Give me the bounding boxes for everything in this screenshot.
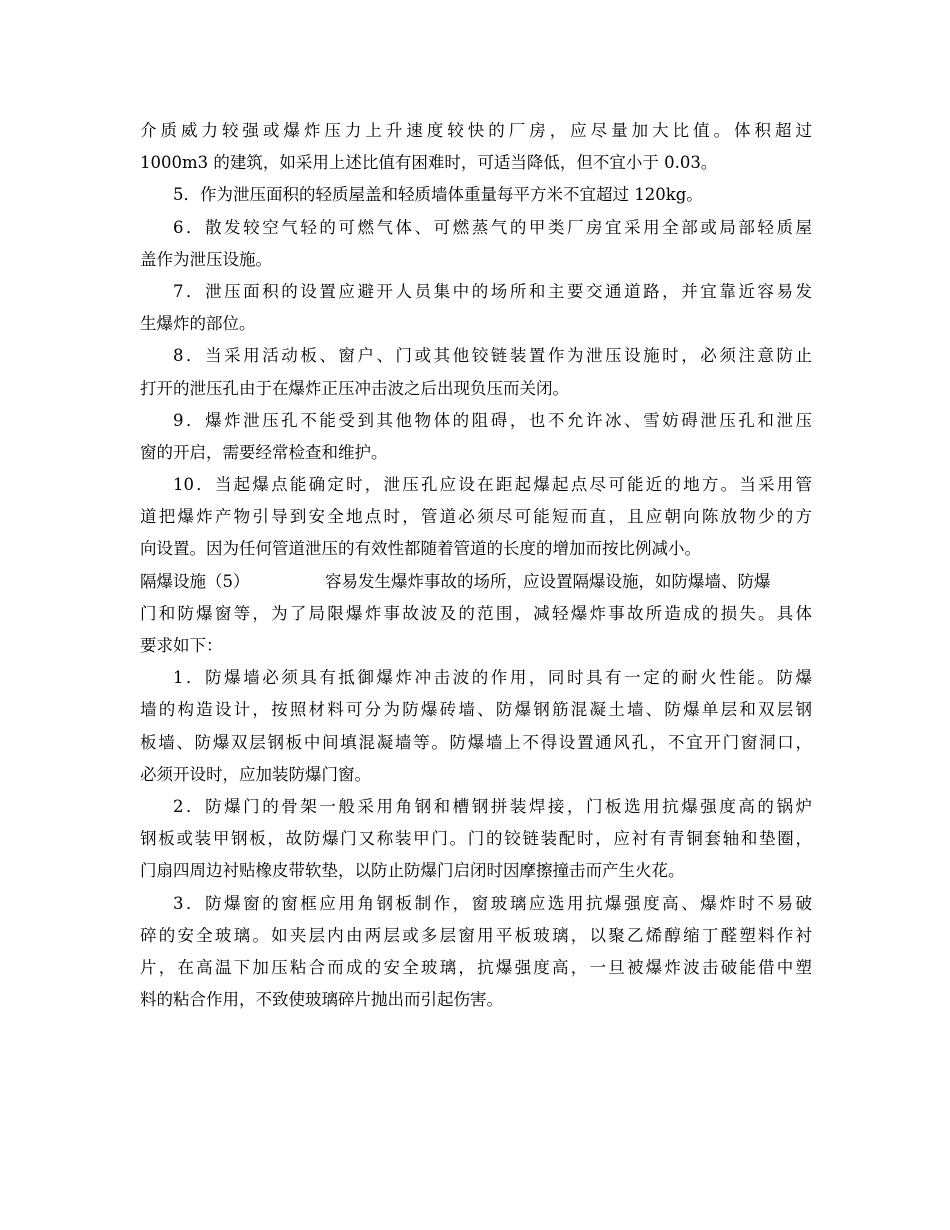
text-line: 向设置。因为任何管道泄压的有效性都随着管道的长度的增加而按比例减小。 xyxy=(140,539,701,559)
list-item-7: 7．泄压面积的设置应避开人员集中的场所和主要交通道路，并宜靠近容易发 xyxy=(173,281,812,301)
text-line: 钢板或装甲钢板，故防爆门又称装甲门。门的铰链装配时，应衬有青铜套轴和垫圈， xyxy=(140,829,812,849)
text-line: 料的粘合作用，不致使玻璃碎片抛出而引起伤害。 xyxy=(140,990,503,1010)
text-line: 墙的构造设计，按照材料可分为防爆砖墙、防爆钢筋混凝土墙、防爆单层和双层钢 xyxy=(140,700,812,720)
text-line: 要求如下： xyxy=(140,636,223,655)
section-heading: 隔爆设施（5） xyxy=(140,571,250,591)
document-body xyxy=(140,115,812,1016)
text-line: 介质威力较强或爆炸压力上升速度较快的厂房，应尽量加大比值。体积超过 xyxy=(140,121,812,140)
text-line: 窗的开启，需要经常检查和维护。 xyxy=(140,442,388,462)
list-item-1: 1．防爆墙必须具有抵御爆炸冲击波的作用，同时具有一定的耐火性能。防爆 xyxy=(173,668,812,688)
text-line: 板墙、防爆双层钢板中间填混凝墙等。防爆墙上不得设置通风孔，不宜开门窗洞口， xyxy=(140,732,812,752)
list-item-6: 6．散发较空气轻的可燃气体、可燃蒸气的甲类厂房宜采用全部或局部轻质屋 xyxy=(173,217,812,237)
list-item-3: 3．防爆窗的窗框应用角钢板制作，窗玻璃应选用抗爆强度高、爆炸时不易破 xyxy=(173,893,812,913)
list-item-5: 5．作为泄压面积的轻质屋盖和轻质墙体重量每平方米不宜超过 120kg。 xyxy=(173,185,703,205)
text-line: 生爆炸的部位。 xyxy=(140,314,256,334)
section-heading-line xyxy=(140,566,812,598)
text-line: 打开的泄压孔由于在爆炸正压冲击波之后出现负压而关闭。 xyxy=(140,378,569,398)
text-line: 门扇四周边衬贴橡皮带软垫，以防止防爆门启闭时因摩擦撞击而产生火花。 xyxy=(140,861,685,881)
text-line: 1000m3 的建筑，如采用上述比值有困难时，可适当降低，但不宜小于 0.03。 xyxy=(140,153,718,173)
text-line: 片，在高温下加压粘合而成的安全玻璃，抗爆强度高，一旦被爆炸波击破能借中塑 xyxy=(140,957,812,977)
text-line: 道把爆炸产物引导到安全地点时，管道必须尽可能短而直，且应朝向陈放物少的方 xyxy=(140,507,812,527)
list-item-2: 2．防爆门的骨架一般采用角钢和槽钢拼装焊接，门板选用抗爆强度高的锅炉 xyxy=(173,796,812,816)
list-item-9: 9．爆炸泄压孔不能受到其他物体的阻碍，也不允许冰、雪妨碍泄压孔和泄压 xyxy=(173,410,812,430)
text-line: 碎的安全玻璃。如夹层内由两层或多层窗用平板玻璃，以聚乙烯醇缩丁醛塑料作衬 xyxy=(140,925,812,945)
list-item-8: 8．当采用活动板、窗户、门或其他铰链装置作为泄压设施时，必须注意防止 xyxy=(173,346,812,366)
text-segment: 容易发生爆炸事故的场所，应设置隔爆设施，如防爆墙、防爆 xyxy=(325,571,771,591)
text-line: 必须开设时，应加装防爆门窗。 xyxy=(140,764,371,784)
list-item-10: 10．当起爆点能确定时，泄压孔应设在距起爆起点尽可能近的地方。当采用管 xyxy=(173,475,812,495)
text-line: 盖作为泄压设施。 xyxy=(140,249,272,269)
text-line: 门和防爆窗等，为了局限爆炸事故波及的范围，减轻爆炸事故所造成的损失。具体 xyxy=(140,603,812,623)
